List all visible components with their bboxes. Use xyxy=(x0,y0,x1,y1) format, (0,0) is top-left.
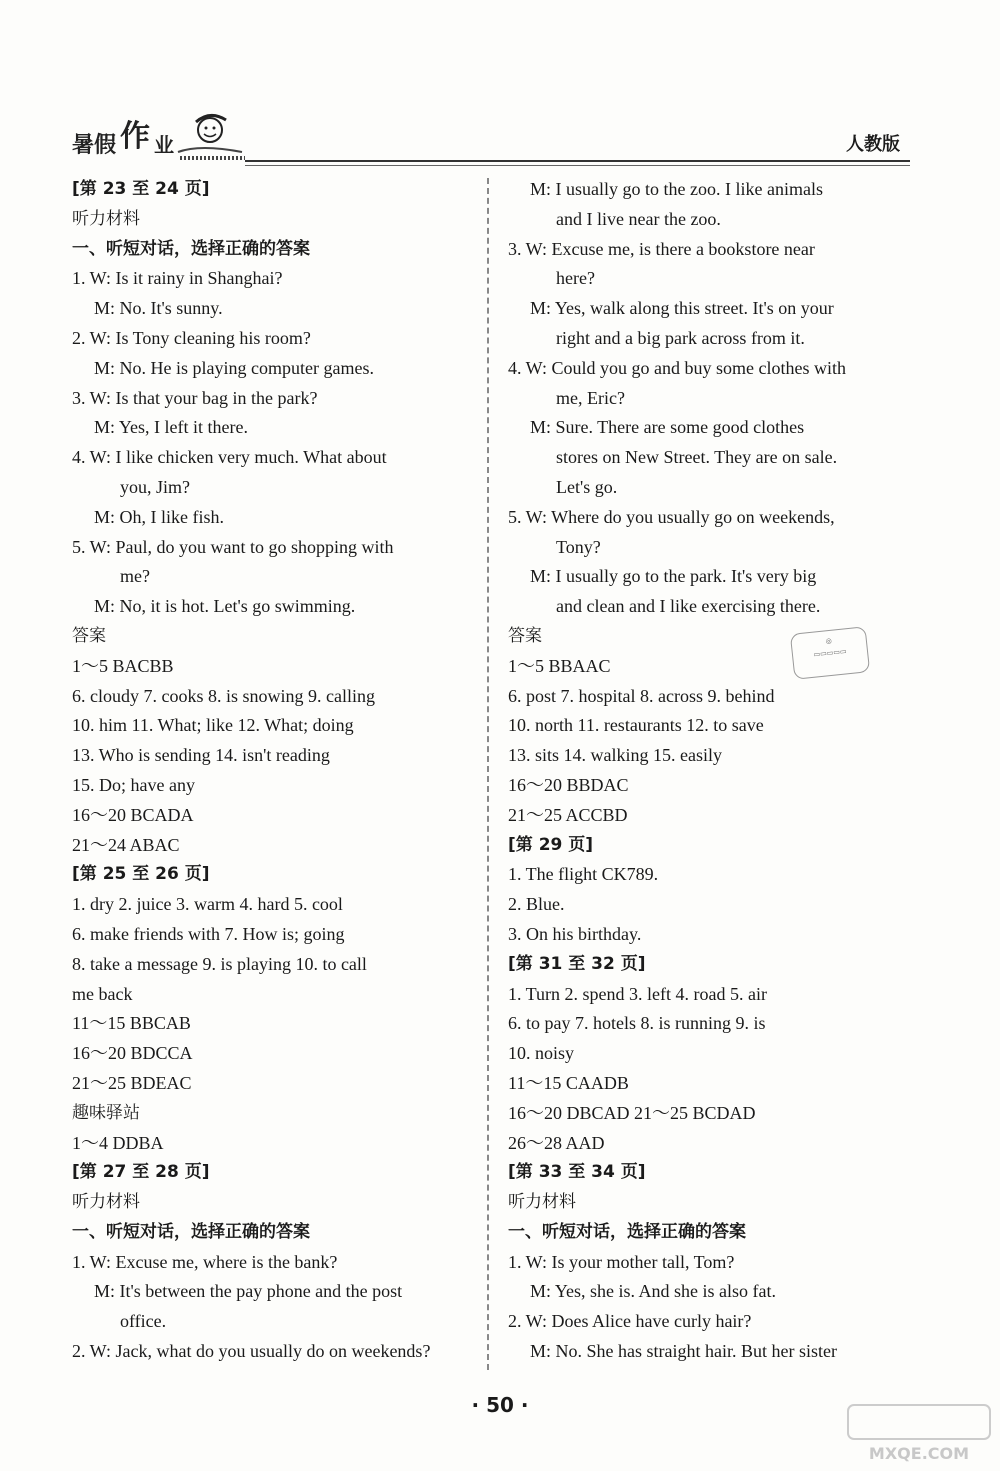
text-line: 8. take a message 9. is playing 10. to call xyxy=(72,953,367,974)
svg-text:MXQE.COM: MXQE.COM xyxy=(868,1444,970,1463)
text-line: me, Eric? xyxy=(556,387,625,408)
text-line: 2. W: Jack, what do you usually do on weekends? xyxy=(72,1341,431,1362)
text-line: M: I usually go to the park. It's very big xyxy=(530,566,817,587)
right-column xyxy=(508,175,918,1367)
text-line: 6. post 7. hospital 8. across 9. behind xyxy=(508,685,775,706)
text-line: 2. Blue. xyxy=(508,894,565,915)
text-line: 1～5 BBAAC xyxy=(508,655,611,676)
text-line: 1～4 DDBA xyxy=(72,1132,164,1153)
stamp-icon: ◎ ▭▭▭▭▭ xyxy=(790,626,870,680)
column-divider xyxy=(487,178,489,1370)
left-column xyxy=(72,175,482,1367)
text-line: 听力材料 xyxy=(508,1192,576,1213)
text-line: M: Sure. There are some good clothes xyxy=(530,417,805,438)
text-line: right and a big park across from it. xyxy=(556,327,805,348)
text-line: 11～15 BBCAB xyxy=(72,1013,191,1034)
text-line: M: Yes, I left it there. xyxy=(94,417,248,438)
text-line: [第 25 至 26 页] xyxy=(72,864,210,885)
svg-text:业: 业 xyxy=(154,133,174,157)
text-line: 1. W: Is it rainy in Shanghai? xyxy=(72,268,283,289)
text-line: 16～20 BDCCA xyxy=(72,1043,193,1064)
text-line: 1. W: Excuse me, where is the bank? xyxy=(72,1251,338,1272)
text-line: M: Oh, I like fish. xyxy=(94,506,224,527)
text-line: M: Yes, walk along this street. It's on your xyxy=(530,298,834,319)
text-line: 答案 xyxy=(72,625,106,646)
text-line: [第 29 页] xyxy=(508,834,594,855)
text-line: and clean and I like exercising there. xyxy=(556,596,821,617)
text-line: 4. W: I like chicken very much. What about xyxy=(72,447,387,468)
text-line: stores on New Street. They are on sale. xyxy=(556,447,838,468)
text-line: 答案 xyxy=(508,625,542,646)
text-line: Tony? xyxy=(556,536,601,557)
text-line: me? xyxy=(120,566,150,587)
text-line: 16～20 BCADA xyxy=(72,804,194,825)
text-line: 5. W: Where do you usually go on weekends, xyxy=(508,506,835,527)
page-header xyxy=(70,108,910,162)
text-line: 1. The flight CK789. xyxy=(508,864,659,885)
text-line: 15. Do; have any xyxy=(72,774,195,795)
header-rule xyxy=(245,160,910,162)
text-line: 6. make friends with 7. How is; going xyxy=(72,923,345,944)
svg-text:作: 作 xyxy=(120,119,150,154)
text-line: 5. W: Paul, do you want to go shopping with xyxy=(72,536,394,557)
text-line: 21～25 BDEAC xyxy=(72,1072,192,1093)
text-line: and I live near the zoo. xyxy=(556,208,721,229)
text-line: [第 31 至 32 页] xyxy=(508,953,646,974)
text-line: 16～20 DBCAD 21～25 BCDAD xyxy=(508,1102,756,1123)
text-line: M: No. She has straight hair. But her sister xyxy=(530,1341,837,1362)
text-line: [第 27 至 28 页] xyxy=(72,1162,210,1183)
text-line: 13. sits 14. walking 15. easily xyxy=(508,745,722,766)
page-number: · 50 · xyxy=(471,1393,529,1417)
text-line: M: I usually go to the zoo. I like animals xyxy=(530,179,823,199)
summer-homework-logo-icon xyxy=(70,108,250,160)
text-line: Let's go. xyxy=(556,476,618,497)
text-line: 6. cloudy 7. cooks 8. is snowing 9. calling xyxy=(72,685,375,706)
text-line: [第 33 至 34 页] xyxy=(508,1162,646,1183)
text-line: 听力材料 xyxy=(72,1192,140,1213)
header-rule-thin xyxy=(245,165,910,166)
text-line: 21～24 ABAC xyxy=(72,834,180,855)
text-line: M: No. He is playing computer games. xyxy=(94,357,374,378)
text-line: 11～15 CAADB xyxy=(508,1072,629,1093)
svg-text:暑假: 暑假 xyxy=(72,132,117,158)
text-line: here? xyxy=(556,268,595,289)
text-line: 6. to pay 7. hotels 8. is running 9. is xyxy=(508,1013,766,1034)
text-line: 13. Who is sending 14. isn't reading xyxy=(72,745,330,766)
text-line: office. xyxy=(120,1311,167,1332)
text-line: 1. W: Is your mother tall, Tom? xyxy=(508,1251,735,1272)
text-line: 1. Turn 2. spend 3. left 4. road 5. air xyxy=(508,983,767,1004)
text-line: 26～28 AAD xyxy=(508,1132,605,1153)
text-line: M: No. It's sunny. xyxy=(94,298,223,319)
text-line: 一、听短对话，选择正确的答案 xyxy=(72,1221,310,1242)
text-line: 听力材料 xyxy=(72,208,140,229)
text-line: 一、听短对话，选择正确的答案 xyxy=(72,238,310,259)
text-line: 1. dry 2. juice 3. warm 4. hard 5. cool xyxy=(72,894,343,915)
text-line: 10. north 11. restaurants 12. to save xyxy=(508,715,764,736)
text-line: 3. W: Excuse me, is there a bookstore near xyxy=(508,238,815,259)
text-line: 10. him 11. What; like 12. What; doing xyxy=(72,715,354,736)
text-line: M: No, it is hot. Let's go swimming. xyxy=(94,596,356,617)
text-line: M: It's between the pay phone and the post xyxy=(94,1281,403,1302)
text-line: 2. W: Does Alice have curly hair? xyxy=(508,1311,752,1332)
text-line: 一、听短对话，选择正确的答案 xyxy=(508,1221,746,1242)
text-line: me back xyxy=(72,983,133,1004)
text-line: 16～20 BBDAC xyxy=(508,774,629,795)
watermark-logo-icon xyxy=(844,1401,994,1465)
text-line: 3. On his birthday. xyxy=(508,923,642,944)
edition-label: 人教版 xyxy=(846,134,900,155)
text-line: M: Yes, she is. And she is also fat. xyxy=(530,1281,777,1302)
text-line: 2. W: Is Tony cleaning his room? xyxy=(72,327,311,348)
text-line: 3. W: Is that your bag in the park? xyxy=(72,387,318,408)
text-line: you, Jim? xyxy=(120,476,190,497)
text-line: 21～25 ACCBD xyxy=(508,804,628,825)
text-line: [第 23 至 24 页] xyxy=(72,179,210,199)
text-line: 趣味驿站 xyxy=(72,1102,140,1123)
text-line: 10. noisy xyxy=(508,1043,575,1064)
text-line: 4. W: Could you go and buy some clothes with xyxy=(508,357,846,378)
text-line: 1～5 BACBB xyxy=(72,655,174,676)
